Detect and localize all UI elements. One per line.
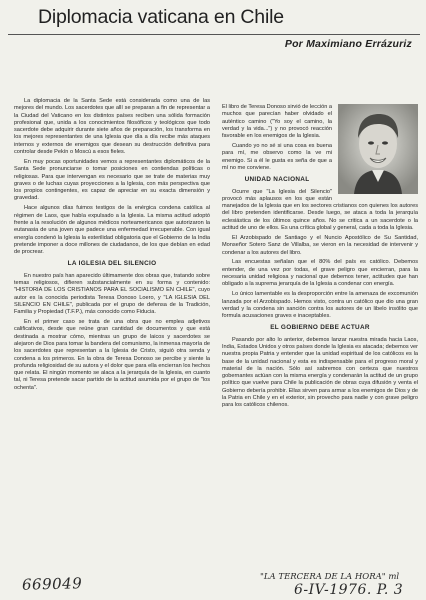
paragraph: El Arzobispado de Santiago y el Nuncio Apostólico de Su Santidad, Monseñor Sotero Sanz de Villalba, se vieron en la necesidad de intervenir y condenar a los autores del libro. [222,234,418,256]
paragraph: Hace algunos días fuimos testigos de la enérgica condena católica al régimen de Laos, que había expulsado a la Iglesia. La misma actitud adoptó frente a la resolución de algunos médicos norteamericanos que autorizaron la eutanasia de una joven que padece una enfermedad irrecuperable. Con igual energía condenó la Iglesia la esterilidad obligatoria que el Gobierno de la India pretende imponer a doce millones de ciudadanos, de los que debían en edad de procrear. [14,205,210,256]
paragraph: En nuestro país han aparecido últimamente dos obras que, tratando sobre temas religiosos, difieren substancialmente en su forma y contenido: "HISTORIA DE LOS CRISTIANOS PARA EL SOCIALISMO EN CHILE", cuyo autor es la conocida periodista Teresa Donoso Loero, y "LA IGLESIA DEL SILENCIO EN CHILE", publicada por el grupo de defensa de la Tradición, Familia y Propiedad (T.F.P.), más conocido como Fiducia. [14,272,210,316]
source-suffix: ml [388,572,400,582]
paragraph: Ocurre que "La Iglesia del Silencio" provocó más aplausos en los que están manejados de la Iglesia que en los sectores cristianos con quienes los autores del libro pretenden identificarse. Desde luego, se ataca a toda la jerarquía eclesiástica de los últimos quince años. No se critica a un sacerdote o la actitud de uno de ellos. Es una crítica global y general, cada a toda la Iglesia. [222,188,418,232]
source-name: "LA TERCERA DE LA HORA" [260,572,386,582]
left-column [14,98,210,395]
paragraph: El libro de Teresa Donoso sirvió de lección a muchos que parecían haber olvidado el auténtico camino ("Yo soy el camino, la verdad y la vida...") y no provocó reacción favorable en los enemigos de la Iglesia. [222,104,332,140]
source-annotation [260,572,399,582]
section-heading: EL GOBIERNO DEBE ACTUAR [270,324,370,332]
portrait-photo-icon [338,104,418,194]
title-divider [8,34,420,35]
paragraph: Pasando por alto lo anterior, debemos lanzar nuestra mirada hacia Laos, India, Estados Unidos y otros países donde la Iglesia es atacada; debemos ver nuestra propia Patria y entender que la unidad espiritual de los católicos es la base de la unidad nacional y esta es indispensable para el progreso moral y material de la nación. Sólo así sabremos con certeza que nuestros gobernantes actúan con la misma energía y condenarán la actitud de un grupo político que vuelve para Chile la publicación de obras cuya difusión y venta el Gobierno debería prohibir. Ellas sirven para armar a los enemigos de Dios y de la Patria en Chile y en el exterior, sin provecho para nadie y con grave peligro para los católicos chilenos. [222,336,418,409]
article-title: Diplomacia vaticana en Chile [38,6,284,28]
author-photo [338,104,418,194]
paragraph: Lo único lamentable es la desproporción entre la amenaza de excomunión lanzada por el Arzobispado. Hemos visto, contra un católico que dio una gran verdad y la condena sin sanción contra los autores de un libelo insólito que formula acusaciones graves e inaceptables. [222,291,418,320]
paragraph: La diplomacia de la Santa Sede está considerada como una de las mejores del mundo. Los sacerdotes que allí se preparan a fin de representar a la Ciudad del Vaticano en los distintos países reciben una sólida formación profesional que, unida a los conocimientos filosóficos y teológicos que todo sacerdote debe adquirir durante siete años de preparación, los transforma en los mejores representantes de una Iglesia que día a día recibe más ataques internos y externos de enemigos que desean su destrucción definitiva para controlar desde Pekín o Moscú a esos fieles. [14,98,210,156]
section-heading: LA IGLESIA DEL SILENCIO [67,260,157,268]
handwritten-reference-number: 669049 [21,574,83,594]
section-heading: UNIDAD NACIONAL [244,176,310,184]
right-column [222,104,418,412]
paragraph: Las encuestas señalan que el 80% del país es católico. Debemos entender, de una vez por todas, el grave peligro que encierran, para la necesaria unidad religiosa y nacional que debemos tener, actitudes que han obligado a la suprema jerarquía de la Iglesia a condenar con energía. [222,259,418,288]
paragraph: En el primer caso se trata de una obra que no emplea adjetivos calificativos, desde que reúne gran cantidad de documentos y que está destinada a mostrar cómo, mientras un grupo de laicos y sacerdotes se alejaron de Dios para tomar la bandera del comunismo, la inmensa mayoría de los sacerdotes que representan a la Iglesia de Cristo, siguió otra senda y condena a los primeros. En la obra de Teresa Donoso se percibe y siente la profunda religiosidad de su autora y el dolor que para ella encierran los hechos que relata. El ningún momento se alaca a la jerarquía de la Iglesia, en cuanto tal, ni Teresa pretende sacar partido de la actitud asumida por el grupo de "los ochenta". [14,319,210,391]
date-annotation: 6-IV-1976. P. 3 [294,582,404,598]
article-byline: Por Maximiano Errázuriz [284,38,412,50]
paragraph: Cuando yo no sé si una cosa es buena para mí, me observo como la ve mi enemigo. Si a él le gusta es seña de que a mí no me conviene. [222,143,332,171]
paragraph: En muy pocas oportunidades vemos a representantes diplomáticos de la Santa Sede pronunciarse o tomar posiciones en contiendas políticas o religiosas. Para que intervengan es necesario que se trate de materias muy graves o de luchas cuyas proyecciones a la Iglesia, con más perspectiva que los propios contingentes, es capaz de apreciar en su exacta dimensión y gravedad. [14,158,210,202]
